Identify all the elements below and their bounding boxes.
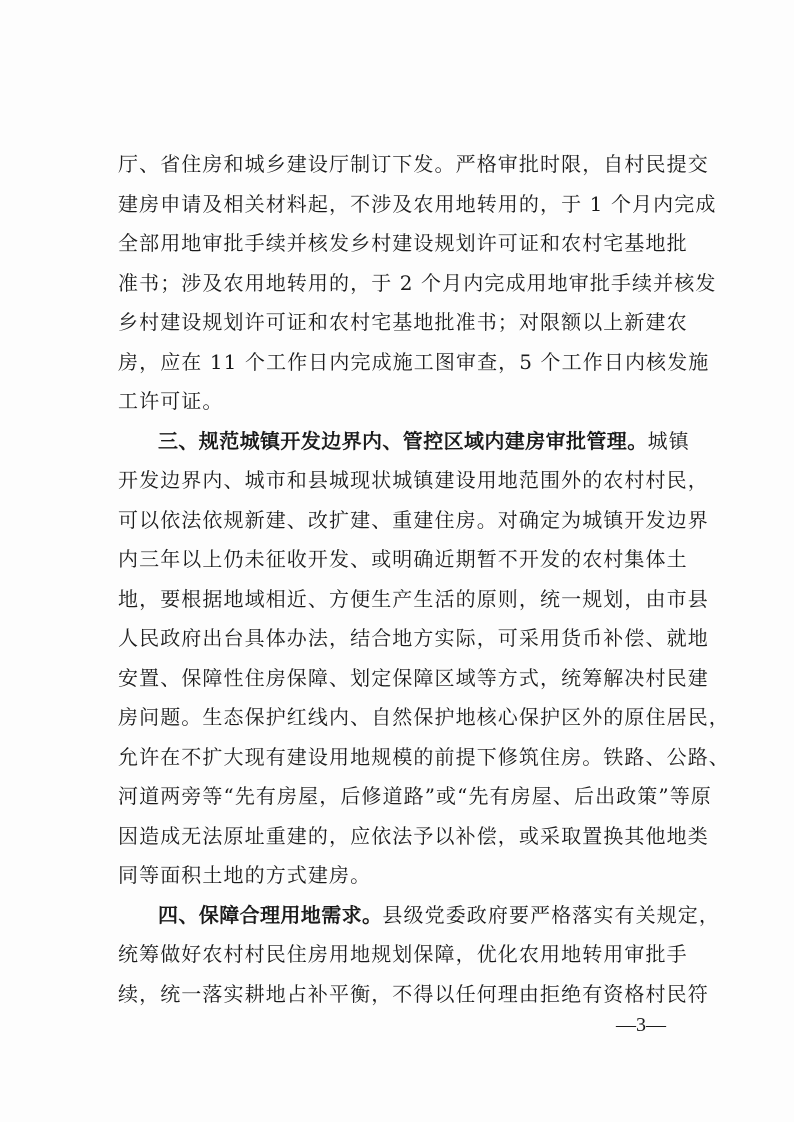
section4-heading-rest: 县级党委政府要严格落实有关规定， (382, 903, 721, 927)
section3-line: 因造成无法原址重建的，应依法予以补偿，或采取置换其他地类 (118, 824, 709, 848)
page-number: —3— (616, 1014, 666, 1036)
paragraph-line: 建房申请及相关材料起，不涉及农用地转用的，于 1 个月内完成 (118, 192, 717, 216)
section3-line: 安置、保障性住房保障、划定保障区域等方式，统筹解决村民建 (118, 666, 709, 690)
paragraph-line: 工许可证。 (118, 389, 224, 413)
section3-line: 可以依法依规新建、改扩建、重建住房。对确定为城镇开发边界 (118, 508, 709, 532)
paragraph-line: 全部用地审批手续并核发乡村建设规划许可证和农村宅基地批 (118, 231, 688, 255)
paragraph-line: 厅、省住房和城乡建设厅制订下发。严格审批时限，自村民提交 (118, 152, 709, 176)
section3-line: 允许在不扩大现有建设用地规模的前提下修筑住房。铁路、公路、 (118, 745, 730, 769)
section4-first-line (158, 903, 720, 927)
section3-line: 人民政府出台具体办法，结合地方实际，可采用货币补偿、就地 (118, 626, 709, 650)
paragraph-line: 房，应在 11 个工作日内完成施工图审查，5 个工作日内核发施 (118, 350, 710, 374)
section4-heading: 四、保障合理用地需求。 (158, 903, 383, 927)
section3-heading: 三、规范城镇开发边界内、管控区域内建房审批管理。 (158, 429, 648, 453)
paragraph-line: 乡村建设规划许可证和农村宅基地批准书；对限额以上新建农 (118, 310, 688, 334)
section3-line: 地，要根据地域相近、方便生产生活的原则，统一规划，由市县 (118, 587, 709, 611)
section3-heading-rest: 城镇 (647, 429, 690, 453)
section3-line: 房问题。生态保护红线内、自然保护地核心保护区外的原住居民， (118, 705, 730, 729)
section3-line: 开发边界内、城市和县城现状城镇建设用地范围外的农村村民， (118, 468, 709, 492)
section3-line: 同等面积土地的方式建房。 (118, 863, 372, 887)
section3-line: 河道两旁等“先有房屋，后修道路”或“先有房屋、后出政策”等原 (118, 784, 712, 808)
section4-line: 统筹做好农村村民住房用地规划保障，优化农用地转用审批手 (118, 942, 688, 966)
section4-line: 续，统一落实耕地占补平衡，不得以任何理由拒绝有资格村民符 (118, 982, 709, 1006)
paragraph-line: 准书；涉及农用地转用的，于 2 个月内完成用地审批手续并核发 (118, 271, 717, 295)
section3-first-line (158, 429, 690, 453)
section3-line: 内三年以上仍未征收开发、或明确近期暂不开发的农村集体土 (118, 547, 688, 571)
